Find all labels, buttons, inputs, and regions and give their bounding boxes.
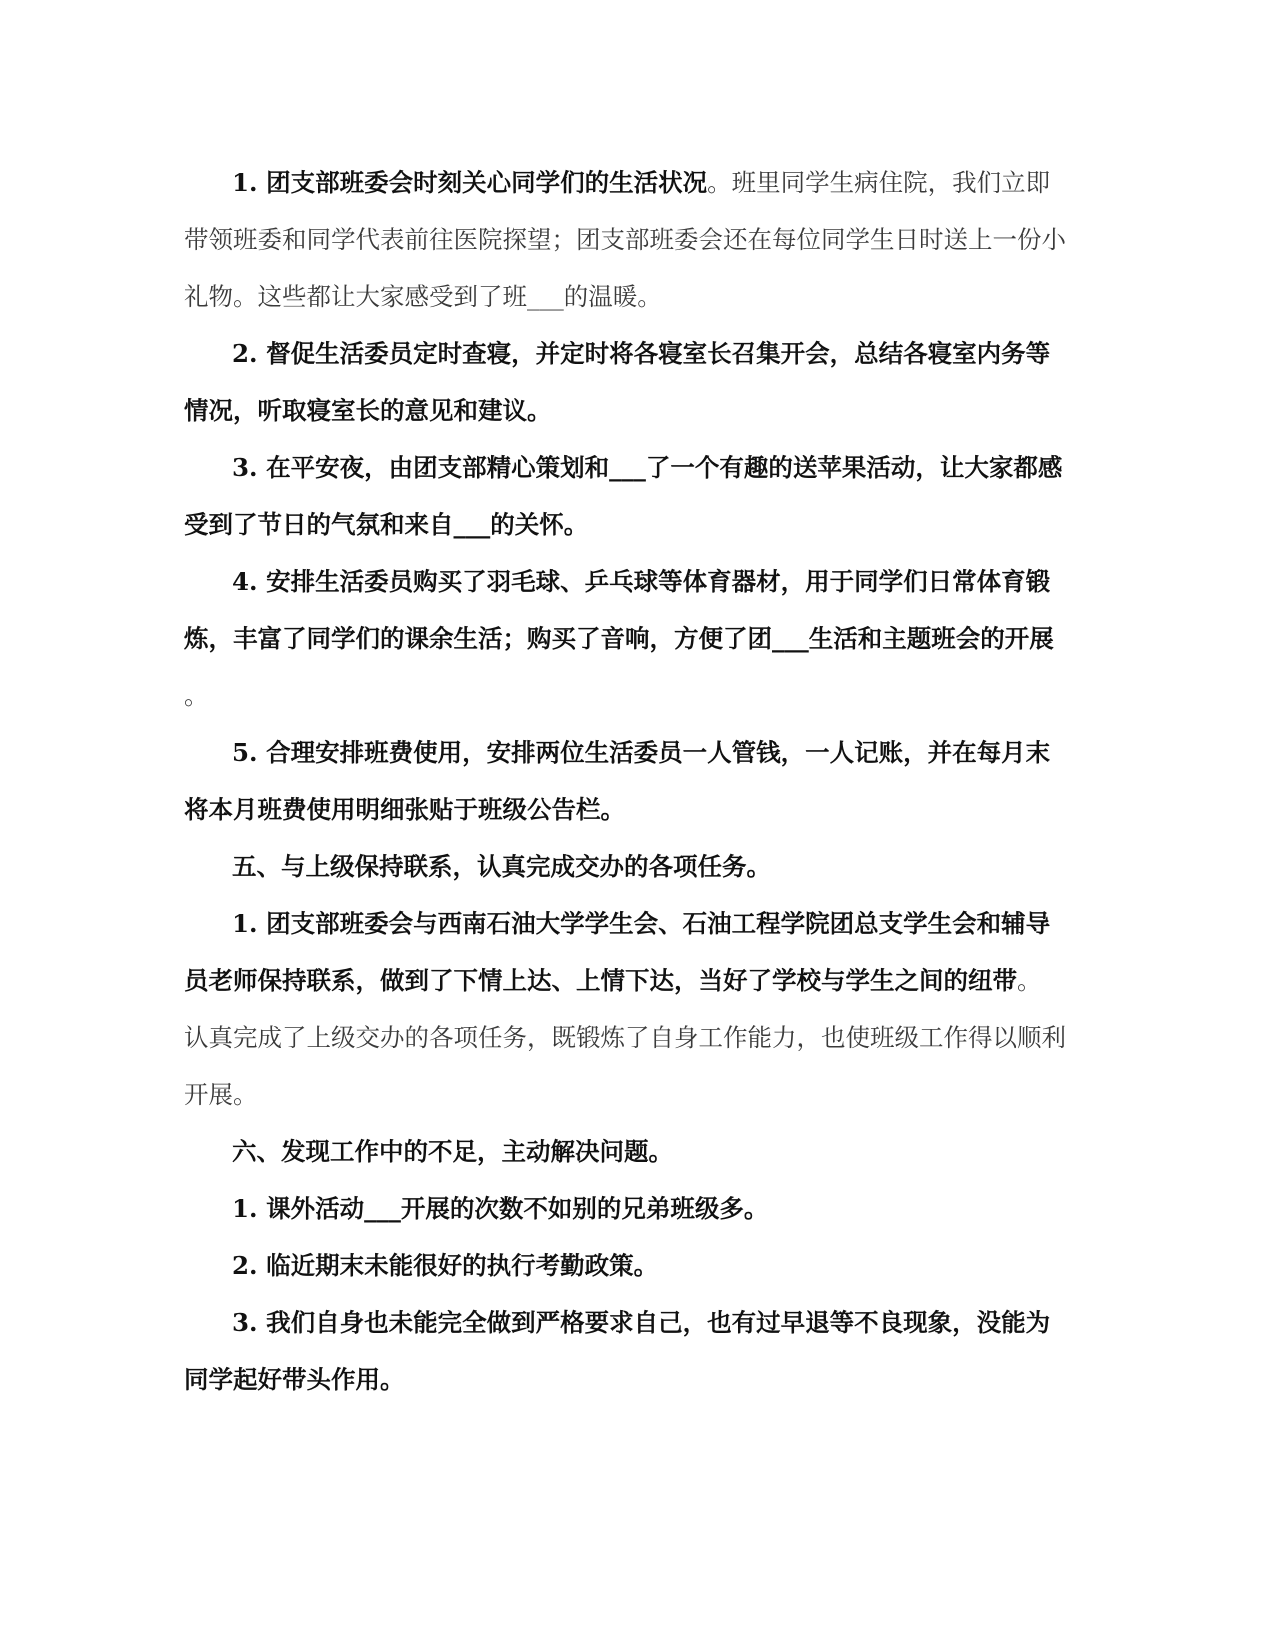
text-bold: 员老师保持联系，做到了下情上达、上情下达，当好了学校与学生之间的纽带 bbox=[184, 966, 1017, 995]
text-bold: 4. 安排生活委员购买了羽毛球、乒乓球等体育器材，用于同学们日常体育锻 bbox=[232, 567, 1051, 596]
text-bold: 3. 我们自身也未能完全做到严格要求自己，也有过早退等不良现象，没能为 bbox=[232, 1308, 1051, 1337]
text-bold: 1. 团支部班委会时刻关心同学们的生活状况 bbox=[232, 168, 708, 197]
text-line bbox=[184, 391, 1084, 431]
text-normal: 。 bbox=[184, 681, 209, 710]
text-line bbox=[184, 220, 1084, 260]
text-bold: 1. 课外活动___开展的次数不如别的兄弟班级多。 bbox=[232, 1194, 769, 1223]
text-line bbox=[232, 448, 1132, 488]
text-line bbox=[232, 904, 1132, 944]
text-bold: 5. 合理安排班费使用，安排两位生活委员一人管钱，一人记账，并在每月末 bbox=[232, 738, 1051, 767]
text-line bbox=[232, 1303, 1132, 1343]
text-line bbox=[184, 961, 1084, 1001]
text-line bbox=[184, 676, 1084, 716]
text-bold: 1. 团支部班委会与西南石油大学学生会、石油工程学院团总支学生会和辅导 bbox=[232, 909, 1051, 938]
text-bold: 炼，丰富了同学们的课余生活；购买了音响，方便了团___生活和主题班会的开展 bbox=[184, 624, 1054, 653]
text-bold: 同学起好带头作用。 bbox=[184, 1365, 405, 1394]
text-line bbox=[184, 277, 1084, 317]
text-line bbox=[184, 790, 1084, 830]
text-bold: 五、与上级保持联系，认真完成交办的各项任务。 bbox=[232, 852, 771, 881]
text-normal: 认真完成了上级交办的各项任务，既锻炼了自身工作能力，也使班级工作得以顺利 bbox=[184, 1023, 1066, 1052]
text-bold: 六、发现工作中的不足，主动解决问题。 bbox=[232, 1137, 673, 1166]
text-normal: 。班里同学生病住院，我们立即 bbox=[707, 168, 1051, 197]
section-heading bbox=[232, 847, 1132, 887]
text-line bbox=[232, 1189, 1132, 1229]
text-line bbox=[184, 1018, 1084, 1058]
text-bold: 2. 督促生活委员定时查寝，并定时将各寝室长召集开会，总结各寝室内务等 bbox=[232, 339, 1051, 368]
text-line bbox=[184, 619, 1084, 659]
text-line bbox=[184, 1075, 1084, 1115]
text-line bbox=[232, 334, 1132, 374]
text-line bbox=[184, 505, 1084, 545]
text-line bbox=[232, 1246, 1132, 1286]
text-bold: 2. 临近期末未能很好的执行考勤政策。 bbox=[232, 1251, 659, 1280]
text-bold: 3. 在平安夜，由团支部精心策划和___了一个有趣的送苹果活动，让大家都感 bbox=[232, 453, 1063, 482]
text-line bbox=[184, 1360, 1084, 1400]
text-bold: 情况，听取寝室长的意见和建议。 bbox=[184, 396, 552, 425]
text-bold: 受到了节日的气氛和来自___的关怀。 bbox=[184, 510, 589, 539]
text-normal: 。 bbox=[1017, 966, 1042, 995]
text-line bbox=[232, 163, 1132, 203]
text-normal: 开展。 bbox=[184, 1080, 258, 1109]
text-line bbox=[232, 733, 1132, 773]
text-normal: 带领班委和同学代表前往医院探望；团支部班委会还在每位同学生日时送上一份小 bbox=[184, 225, 1066, 254]
text-line bbox=[232, 562, 1132, 602]
text-normal: 礼物。这些都让大家感受到了班___的温暖。 bbox=[184, 282, 662, 311]
section-heading bbox=[232, 1132, 1132, 1172]
text-bold: 将本月班费使用明细张贴于班级公告栏。 bbox=[184, 795, 625, 824]
